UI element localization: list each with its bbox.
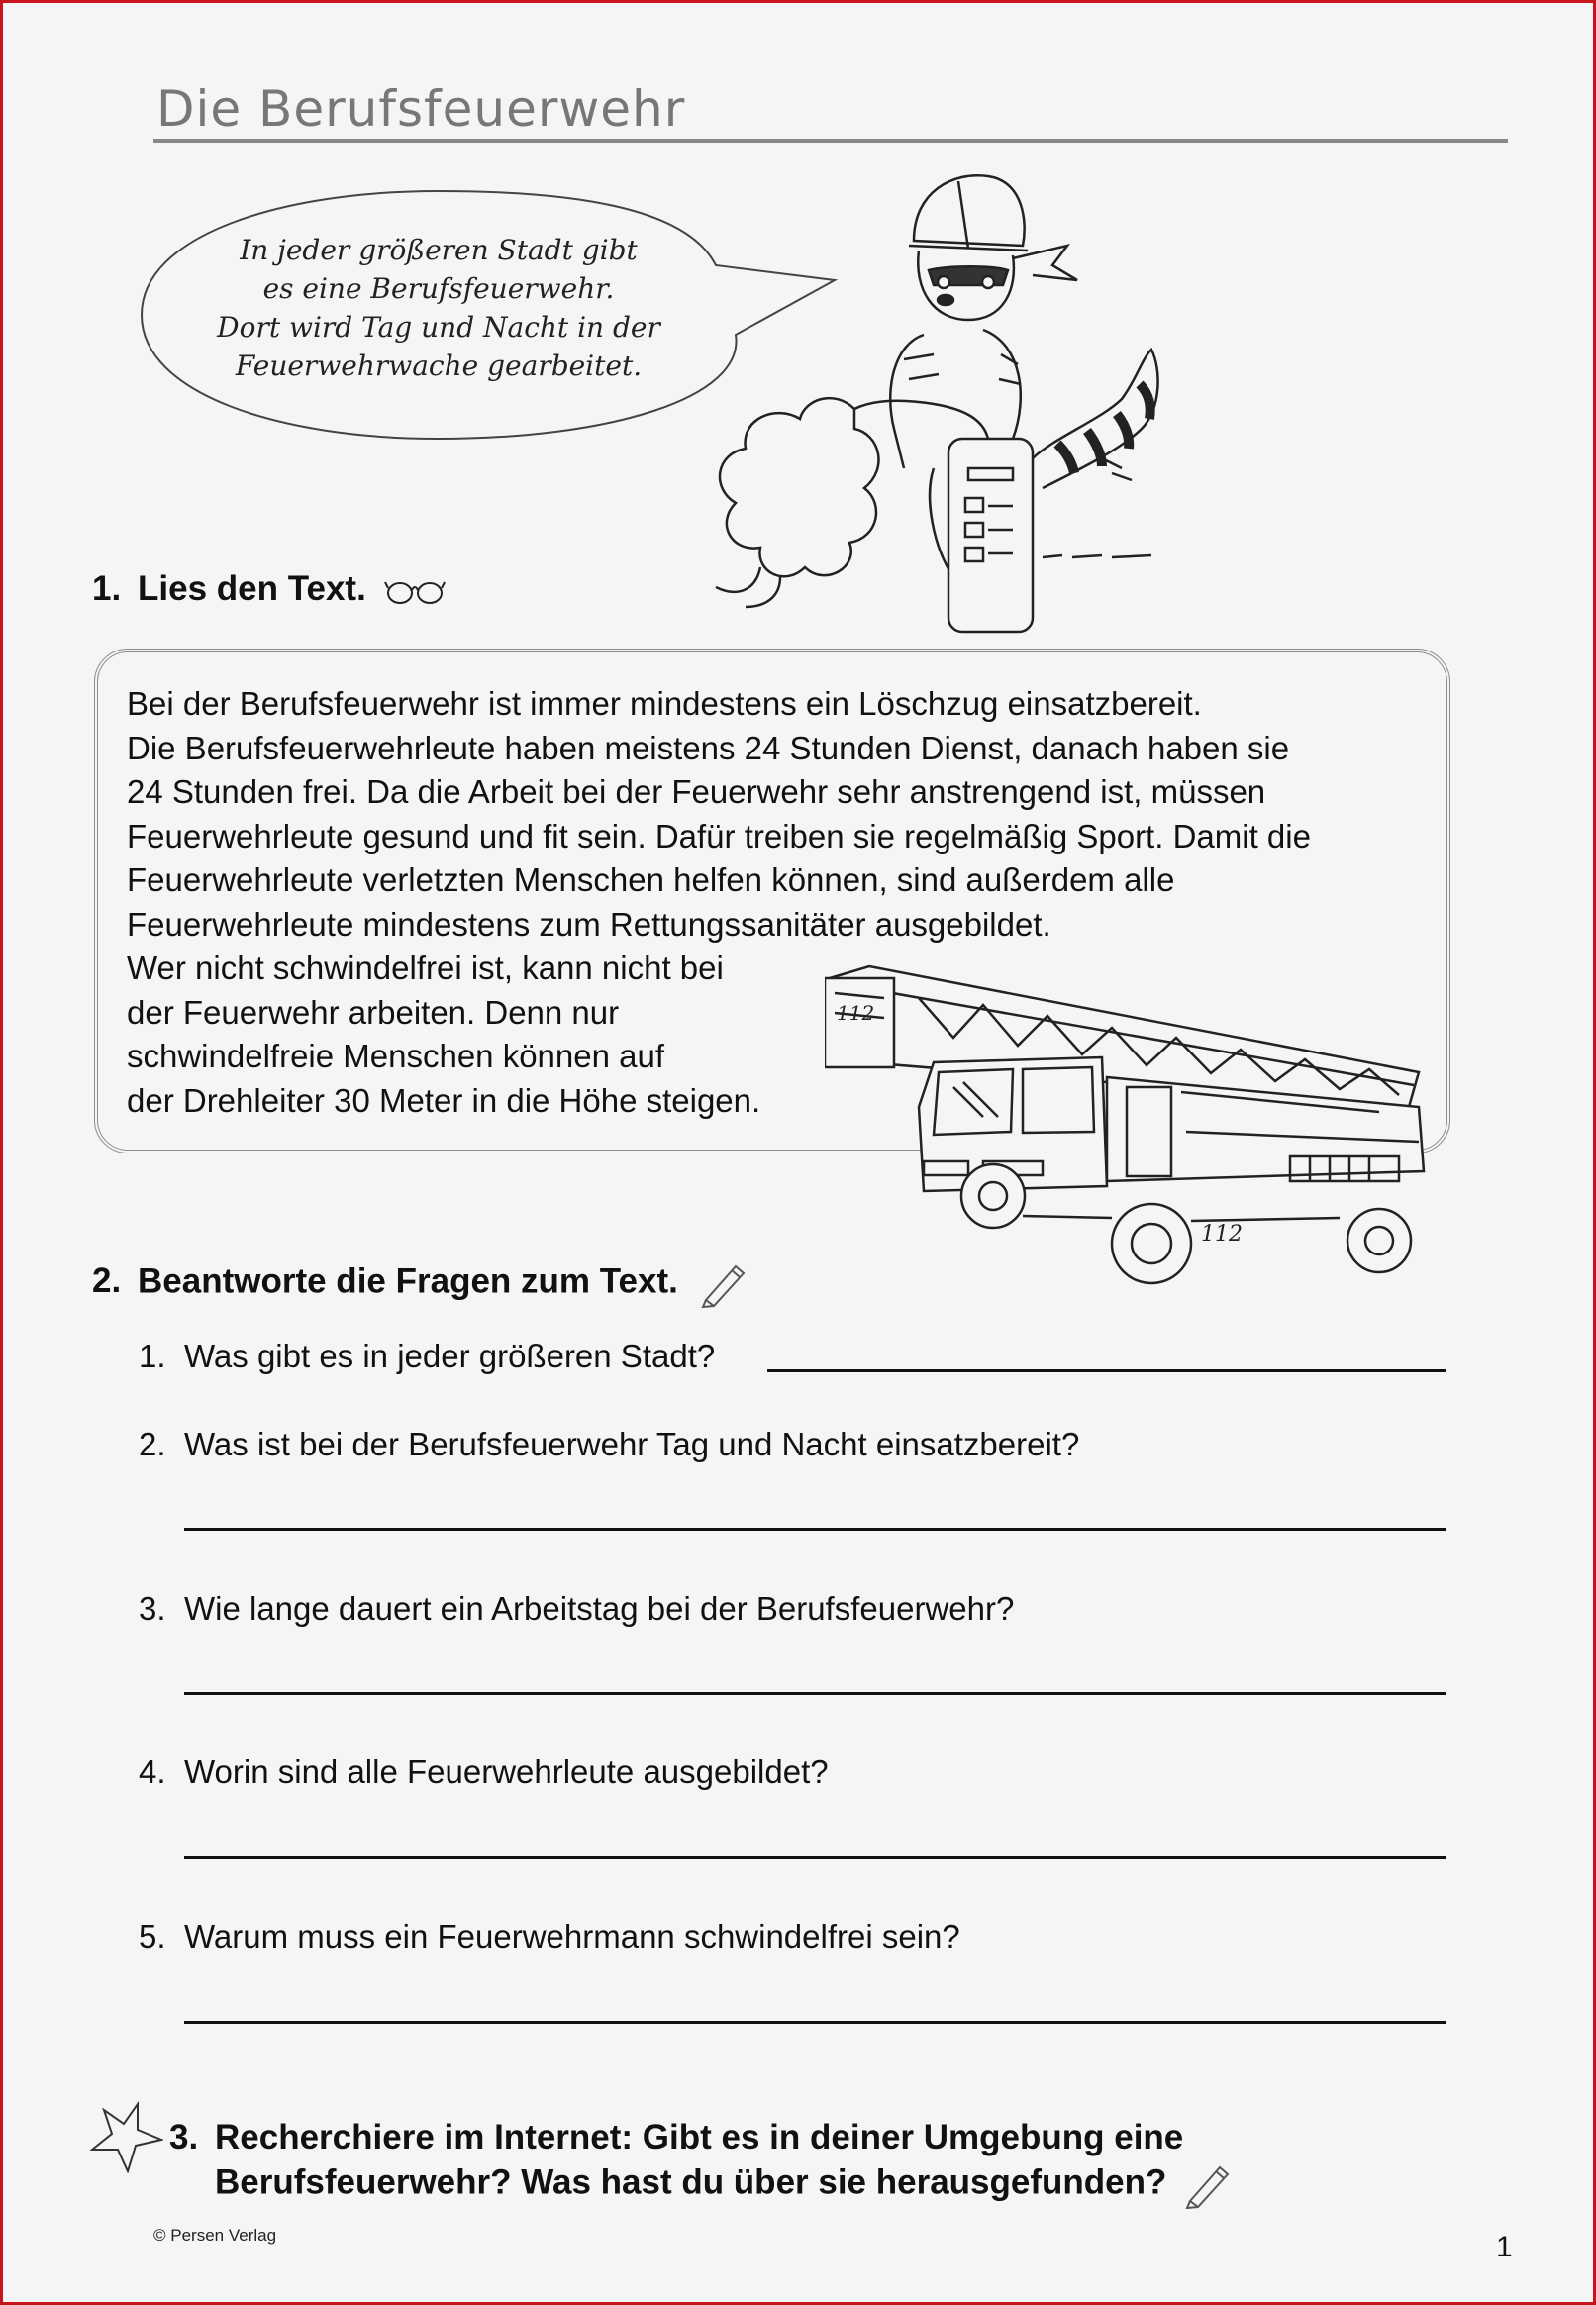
door-112-label: 112 [1201,1222,1243,1247]
page-number: 1 [1496,2231,1513,2263]
task2-label: Beantworte die Fragen zum Text. [138,1261,678,1301]
speech-bubble-text [186,231,691,385]
question-text: Worin sind alle Feuerwehrleute ausgebildet? [184,1754,829,1790]
task3-line1: Recherchiere im Internet: Gibt es in deiner Umgebung eine [215,2118,1184,2156]
text-line: Feuerwehrleute gesund und fit sein. Dafür treiben sie regelmäßig Sport. Damit die [127,817,1311,854]
question-number: 1. [139,1338,166,1374]
question-5 [139,1918,960,1955]
text-line: 24 Stunden frei. Da die Arbeit bei der Feuerwehr sehr anstrengend ist, müssen [127,773,1266,810]
question-text: Wie lange dauert ein Arbeitstag bei der Berufsfeuerwehr? [184,1590,1015,1627]
page-title: Die Berufsfeuerwehr [156,80,686,138]
question-number: 5. [139,1918,166,1954]
text-line: Die Berufsfeuerwehrleute haben meistens 24 Stunden Dienst, danach haben sie [127,729,1290,766]
question-text: Was ist bei der Berufsfeuerwehr Tag und Nacht einsatzbereit? [184,1426,1080,1462]
bubble-line: In jeder größeren Stadt gibt [240,234,638,266]
text-line: Bei der Berufsfeuerwehr ist immer mindestens ein Löschzug einsatzbereit. [127,685,1202,722]
question-number: 2. [139,1426,166,1462]
answer-line-5[interactable] [184,2021,1446,2024]
text-line: Feuerwehrleute verletzten Menschen helfen können, sind außerdem alle [127,861,1175,898]
task1-number: 1. [92,569,122,608]
text-line: Feuerwehrleute mindestens zum Rettungssanitäter ausgebildet. [127,905,1051,943]
text-line: Wer nicht schwindelfrei ist, kann nicht bei [127,950,724,986]
copyright-text: © Persen Verlag [153,2226,277,2245]
firefighter-raccoon-illustration [686,171,1201,637]
question-4 [139,1754,829,1791]
question-1 [139,1338,715,1375]
task3-line2: Berufsfeuerwehr? Was hast du über sie herausgefunden? [215,2162,1167,2202]
star-icon [90,2100,163,2173]
ladder-112-label: 112 [837,1001,875,1025]
answer-line-1[interactable] [767,1369,1446,1372]
question-text: Was gibt es in jeder größeren Stadt? [184,1338,716,1374]
bubble-line: Feuerwehrwache gearbeitet. [235,350,643,382]
question-number: 3. [139,1590,166,1627]
pencil-icon [698,1258,748,1308]
pencil-icon [1182,2159,1232,2209]
answer-line-3[interactable] [184,1692,1446,1695]
bubble-line: es eine Berufsfeuerwehr. [262,272,615,305]
question-2 [139,1426,1079,1463]
question-text: Warum muss ein Feuerwehrmann schwindelfrei sein? [184,1918,960,1954]
task1-heading [92,569,446,609]
text-line: der Feuerwehr arbeiten. Denn nur [127,993,620,1031]
task1-label: Lies den Text. [138,569,366,608]
task3-number: 3. [169,2118,199,2156]
glasses-icon [384,576,446,606]
task2-number: 2. [92,1261,122,1301]
text-line: schwindelfreie Menschen können auf [127,1038,665,1074]
bubble-line: Dort wird Tag und Nacht in der [217,311,660,344]
answer-line-4[interactable] [184,1856,1446,1859]
answer-line-2[interactable] [184,1528,1446,1531]
question-3 [139,1590,1014,1628]
fire-truck-illustration [825,958,1478,1305]
task2-heading [92,1258,748,1308]
title-underline [153,139,1508,143]
text-line: der Drehleiter 30 Meter in die Höhe steigen. [127,1081,761,1119]
task3 [169,2115,1232,2209]
question-number: 4. [139,1754,166,1790]
